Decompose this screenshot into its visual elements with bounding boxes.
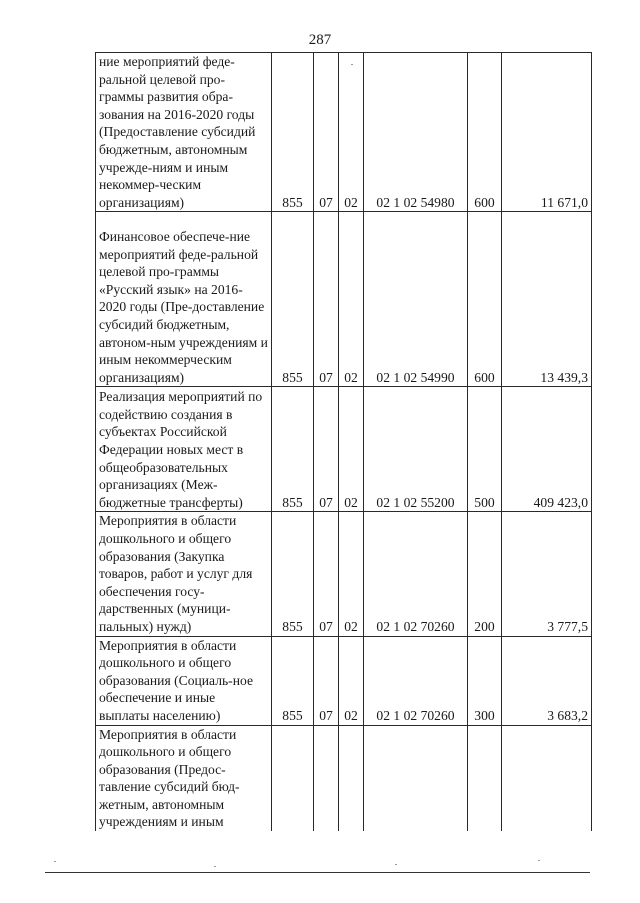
scan-speck [54,861,56,862]
ministry-code-cell: 855 [272,387,314,512]
target-article-cell: 02 1 02 54980 [364,53,468,212]
ministry-code-cell: 855 [272,636,314,725]
table-row [96,512,592,636]
ministry-code-cell [272,725,314,831]
subsection-code-cell: 02 [339,387,364,512]
ministry-code-cell: 855 [272,512,314,636]
section-code-cell: 07 [314,512,339,636]
row-name-cell: Мероприятия в области дошкольного и общего образования (Закупка товаров, работ и услуг для обеспечения госу-дарственных (муници-пальных) нужд) [96,512,272,636]
subsection-code-cell: 02 [339,512,364,636]
amount-cell: 3 777,5 [502,512,592,636]
table-row [96,387,592,512]
target-article-cell: 02 1 02 70260 [364,636,468,725]
section-code-cell: 07 [314,212,339,387]
row-name-cell: Мероприятия в области дошкольного и общего образования (Предос-тавление субсидий бюд-жетным, автономным учреждениям и иным [96,725,272,831]
target-article-cell: 02 1 02 70260 [364,512,468,636]
table-row [96,212,592,387]
amount-cell: 11 671,0 [502,53,592,212]
ministry-code-cell: 855 [272,53,314,212]
row-name-cell: Финансовое обеспече-ние мероприятий феде-ральной целевой про-граммы «Русский язык» на 2016-2020 годы (Пре-доставление субсидий бюджетным, автоном-ным учреждениям и иным некоммерческим организациям) [96,212,272,387]
scan-speck [214,866,216,867]
row-name-cell: Мероприятия в области дошкольного и общего образования (Социаль-ное обеспечение и иные выплаты населению) [96,636,272,725]
row-name-cell: ние мероприятий феде-ральной целевой про-граммы развития обра-зования на 2016-2020 годы (Предоставление субсидий бюджетным, автономным учрежде-ниям и иным некоммер-ческим организациям) [96,53,272,212]
subsection-code-cell: 02 [339,53,364,212]
expense-type-cell: 300 [468,636,502,725]
scan-speck [395,864,397,865]
expense-type-cell: 600 [468,212,502,387]
subsection-code-cell [339,725,364,831]
budget-table [95,52,592,831]
target-article-cell: 02 1 02 55200 [364,387,468,512]
row-name-cell: Реализация мероприятий по содействию создания в субъектах Российской Федерации новых мест в общеобразовательных организациях (Меж-бюджетные трансферты) [96,387,272,512]
table-row [96,725,592,831]
section-code-cell: 07 [314,387,339,512]
amount-cell: 13 439,3 [502,212,592,387]
section-code-cell: 07 [314,53,339,212]
page-number: 287 [308,32,332,48]
footer-rule [45,872,590,873]
table-row [96,636,592,725]
target-article-cell: 02 1 02 54990 [364,212,468,387]
expense-type-cell: 500 [468,387,502,512]
table-row [96,53,592,212]
target-article-cell [364,725,468,831]
ministry-code-cell: 855 [272,212,314,387]
scan-speck [351,64,353,65]
section-code-cell: 07 [314,636,339,725]
expense-type-cell [468,725,502,831]
subsection-code-cell: 02 [339,212,364,387]
subsection-code-cell: 02 [339,636,364,725]
amount-cell: 409 423,0 [502,387,592,512]
scan-speck [538,860,540,861]
amount-cell [502,725,592,831]
expense-type-cell: 600 [468,53,502,212]
expense-type-cell: 200 [468,512,502,636]
amount-cell: 3 683,2 [502,636,592,725]
section-code-cell [314,725,339,831]
